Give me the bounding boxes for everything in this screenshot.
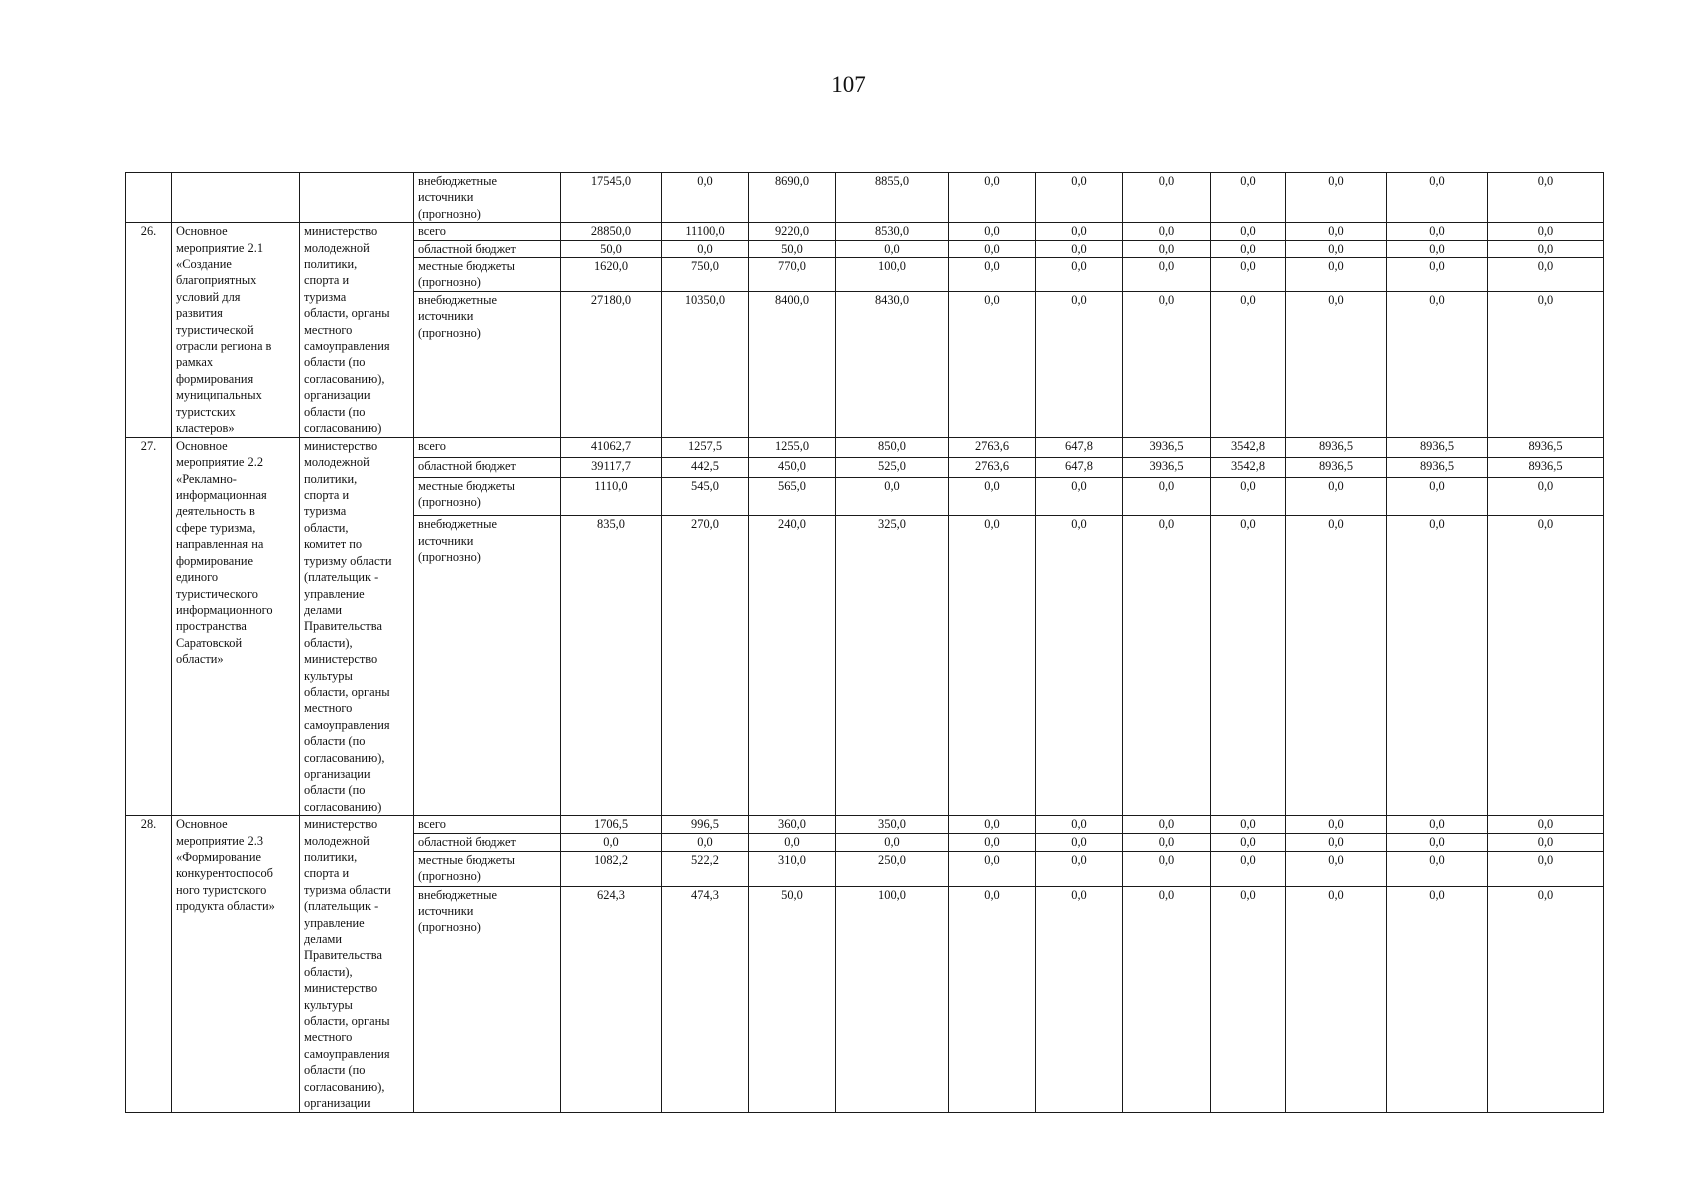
group3-row3-value-11: 0,0 [1488, 851, 1604, 886]
funding-source-cell: внебюджетные источники (прогнозно) [414, 291, 561, 437]
group1-row3-value-2: 750,0 [662, 258, 749, 292]
group2-row3-value-9: 0,0 [1286, 477, 1387, 516]
group3-row2-value-10: 0,0 [1387, 834, 1488, 852]
group2-row1-value-11: 8936,5 [1488, 437, 1604, 457]
group1-row1-value-3: 9220,0 [749, 223, 836, 240]
group1-row2-value-8: 0,0 [1211, 240, 1286, 257]
funding-source-cell: внебюджетные источники (прогнозно) [414, 173, 561, 223]
group3-row4-value-8: 0,0 [1211, 886, 1286, 1112]
group2-row4-value-10: 0,0 [1387, 516, 1488, 816]
group1-row4-value-6: 0,0 [1036, 291, 1123, 437]
funding-source-cell: местные бюджеты (прогнозно) [414, 851, 561, 886]
activity-description-cell: Основное мероприятие 2.2 «Рекламно- информационная деятельность в сфере туризма, направленная на формирование единого туристического информационного пространства Саратовской области» [172, 437, 300, 815]
funding-source-cell: местные бюджеты (прогнозно) [414, 477, 561, 516]
group3-row1-value-5: 0,0 [949, 816, 1036, 834]
group3-row1-value-2: 996,5 [662, 816, 749, 834]
group2-row1-value-7: 3936,5 [1123, 437, 1211, 457]
group3-row3-value-7: 0,0 [1123, 851, 1211, 886]
funding-source-cell: местные бюджеты (прогнозно) [414, 258, 561, 292]
group1-row4-value-8: 0,0 [1211, 291, 1286, 437]
page-number: 107 [831, 72, 866, 97]
group2-row4-value-1: 835,0 [561, 516, 662, 816]
executor-cell: министерство молодежной политики, спорта и туризма области (плательщик - управление делами Правительства области), министерство культуры области, органы местного самоуправления области (по согласованию), организации [300, 816, 414, 1112]
group1-row3-value-8: 0,0 [1211, 258, 1286, 292]
continuation-value-2: 0,0 [662, 173, 749, 223]
group1-row1-value-10: 0,0 [1387, 223, 1488, 240]
group3-row2-value-3: 0,0 [749, 834, 836, 852]
group1-row2-value-9: 0,0 [1286, 240, 1387, 257]
group2-row4-value-3: 240,0 [749, 516, 836, 816]
group1-row4-value-2: 10350,0 [662, 291, 749, 437]
funding-source-cell: всего [414, 816, 561, 834]
group2-row3-value-11: 0,0 [1488, 477, 1604, 516]
budget-table [125, 172, 1604, 1113]
executor-cell: министерство молодежной политики, спорта и туризма области, комитет по туризму области (плательщик - управление делами Правительства области), министерство культуры области, органы местного самоуправления области (по согласованию), организации области (по согласованию) [300, 437, 414, 815]
group1-row3-value-11: 0,0 [1488, 258, 1604, 292]
group2-row2-value-3: 450,0 [749, 457, 836, 477]
group1-row3-value-3: 770,0 [749, 258, 836, 292]
group2-row1-value-6: 647,8 [1036, 437, 1123, 457]
table-row [126, 816, 1604, 834]
group3-row4-value-1: 624,3 [561, 886, 662, 1112]
group3-row2-value-1: 0,0 [561, 834, 662, 852]
group1-row2-value-4: 0,0 [836, 240, 949, 257]
group2-row4-value-2: 270,0 [662, 516, 749, 816]
group1-row2-value-11: 0,0 [1488, 240, 1604, 257]
group2-row1-value-2: 1257,5 [662, 437, 749, 457]
group2-row2-value-2: 442,5 [662, 457, 749, 477]
group1-row3-value-6: 0,0 [1036, 258, 1123, 292]
group1-row1-value-9: 0,0 [1286, 223, 1387, 240]
continuation-value-3: 8690,0 [749, 173, 836, 223]
group2-row1-value-5: 2763,6 [949, 437, 1036, 457]
continuation-value-8: 0,0 [1211, 173, 1286, 223]
group1-row1-value-4: 8530,0 [836, 223, 949, 240]
group1-row2-value-3: 50,0 [749, 240, 836, 257]
group1-row1-value-8: 0,0 [1211, 223, 1286, 240]
group3-row4-value-9: 0,0 [1286, 886, 1387, 1112]
group2-row4-value-5: 0,0 [949, 516, 1036, 816]
group3-row4-value-4: 100,0 [836, 886, 949, 1112]
group1-row4-value-5: 0,0 [949, 291, 1036, 437]
group1-row2-value-6: 0,0 [1036, 240, 1123, 257]
group3-row4-value-3: 50,0 [749, 886, 836, 1112]
row-number-cell: 27. [126, 437, 172, 815]
continuation-value-4: 8855,0 [836, 173, 949, 223]
group3-row3-value-1: 1082,2 [561, 851, 662, 886]
group2-row1-value-8: 3542,8 [1211, 437, 1286, 457]
group3-row2-value-5: 0,0 [949, 834, 1036, 852]
group1-row1-value-11: 0,0 [1488, 223, 1604, 240]
group2-row4-value-8: 0,0 [1211, 516, 1286, 816]
group3-row1-value-11: 0,0 [1488, 816, 1604, 834]
funding-source-cell: областной бюджет [414, 457, 561, 477]
group2-row3-value-10: 0,0 [1387, 477, 1488, 516]
group3-row1-value-6: 0,0 [1036, 816, 1123, 834]
group2-row4-value-7: 0,0 [1123, 516, 1211, 816]
group1-row2-value-7: 0,0 [1123, 240, 1211, 257]
row-number-cell: 26. [126, 223, 172, 438]
group1-row1-value-5: 0,0 [949, 223, 1036, 240]
continuation-value-1: 17545,0 [561, 173, 662, 223]
continuation-value-11: 0,0 [1488, 173, 1604, 223]
group2-row2-value-7: 3936,5 [1123, 457, 1211, 477]
group3-row2-value-2: 0,0 [662, 834, 749, 852]
row-number-cell [126, 173, 172, 223]
group2-row4-value-9: 0,0 [1286, 516, 1387, 816]
description-cell [172, 173, 300, 223]
group2-row3-value-5: 0,0 [949, 477, 1036, 516]
group2-row2-value-6: 647,8 [1036, 457, 1123, 477]
group3-row3-value-5: 0,0 [949, 851, 1036, 886]
group2-row3-value-4: 0,0 [836, 477, 949, 516]
group2-row2-value-4: 525,0 [836, 457, 949, 477]
group3-row4-value-10: 0,0 [1387, 886, 1488, 1112]
group3-row3-value-9: 0,0 [1286, 851, 1387, 886]
group2-row4-value-6: 0,0 [1036, 516, 1123, 816]
group2-row4-value-11: 0,0 [1488, 516, 1604, 816]
group3-row4-value-7: 0,0 [1123, 886, 1211, 1112]
group2-row3-value-8: 0,0 [1211, 477, 1286, 516]
group3-row2-value-8: 0,0 [1211, 834, 1286, 852]
group3-row1-value-9: 0,0 [1286, 816, 1387, 834]
group1-row4-value-7: 0,0 [1123, 291, 1211, 437]
group1-row2-value-10: 0,0 [1387, 240, 1488, 257]
group3-row3-value-2: 522,2 [662, 851, 749, 886]
group3-row1-value-4: 350,0 [836, 816, 949, 834]
funding-source-cell: всего [414, 437, 561, 457]
group1-row2-value-1: 50,0 [561, 240, 662, 257]
group3-row1-value-7: 0,0 [1123, 816, 1211, 834]
group2-row1-value-1: 41062,7 [561, 437, 662, 457]
activity-description-cell: Основное мероприятие 2.3 «Формирование конкурентоспособ ного туристского продукта области» [172, 816, 300, 1112]
group1-row1-value-6: 0,0 [1036, 223, 1123, 240]
group1-row1-value-1: 28850,0 [561, 223, 662, 240]
group2-row3-value-2: 545,0 [662, 477, 749, 516]
group3-row4-value-6: 0,0 [1036, 886, 1123, 1112]
group1-row4-value-4: 8430,0 [836, 291, 949, 437]
group3-row4-value-5: 0,0 [949, 886, 1036, 1112]
group3-row3-value-6: 0,0 [1036, 851, 1123, 886]
group1-row1-value-2: 11100,0 [662, 223, 749, 240]
group2-row2-value-10: 8936,5 [1387, 457, 1488, 477]
funding-source-cell: областной бюджет [414, 834, 561, 852]
group2-row3-value-3: 565,0 [749, 477, 836, 516]
group3-row2-value-4: 0,0 [836, 834, 949, 852]
group1-row3-value-7: 0,0 [1123, 258, 1211, 292]
continuation-value-9: 0,0 [1286, 173, 1387, 223]
group1-row3-value-10: 0,0 [1387, 258, 1488, 292]
group1-row3-value-1: 1620,0 [561, 258, 662, 292]
group2-row3-value-6: 0,0 [1036, 477, 1123, 516]
group3-row1-value-1: 1706,5 [561, 816, 662, 834]
group2-row3-value-1: 1110,0 [561, 477, 662, 516]
table-row-continuation [126, 173, 1604, 223]
group2-row2-value-8: 3542,8 [1211, 457, 1286, 477]
continuation-value-10: 0,0 [1387, 173, 1488, 223]
group2-row2-value-1: 39117,7 [561, 457, 662, 477]
executor-cell: министерство молодежной политики, спорта и туризма области, органы местного самоуправления области (по согласованию), организации области (по согласованию) [300, 223, 414, 438]
group2-row1-value-10: 8936,5 [1387, 437, 1488, 457]
group3-row1-value-8: 0,0 [1211, 816, 1286, 834]
group1-row4-value-1: 27180,0 [561, 291, 662, 437]
funding-source-cell: внебюджетные источники (прогнозно) [414, 516, 561, 816]
continuation-value-5: 0,0 [949, 173, 1036, 223]
funding-source-cell: всего [414, 223, 561, 240]
group1-row4-value-11: 0,0 [1488, 291, 1604, 437]
group3-row3-value-8: 0,0 [1211, 851, 1286, 886]
group1-row3-value-5: 0,0 [949, 258, 1036, 292]
table-row [126, 223, 1604, 240]
funding-source-cell: внебюджетные источники (прогнозно) [414, 886, 561, 1112]
continuation-value-7: 0,0 [1123, 173, 1211, 223]
funding-source-cell: областной бюджет [414, 240, 561, 257]
group2-row2-value-11: 8936,5 [1488, 457, 1604, 477]
group3-row2-value-9: 0,0 [1286, 834, 1387, 852]
group1-row4-value-9: 0,0 [1286, 291, 1387, 437]
continuation-value-6: 0,0 [1036, 173, 1123, 223]
group3-row4-value-2: 474,3 [662, 886, 749, 1112]
executor-cell [300, 173, 414, 223]
group2-row2-value-5: 2763,6 [949, 457, 1036, 477]
group1-row1-value-7: 0,0 [1123, 223, 1211, 240]
group2-row1-value-3: 1255,0 [749, 437, 836, 457]
group1-row3-value-9: 0,0 [1286, 258, 1387, 292]
group3-row3-value-10: 0,0 [1387, 851, 1488, 886]
group2-row1-value-9: 8936,5 [1286, 437, 1387, 457]
group1-row3-value-4: 100,0 [836, 258, 949, 292]
group1-row4-value-3: 8400,0 [749, 291, 836, 437]
group1-row2-value-2: 0,0 [662, 240, 749, 257]
group3-row3-value-3: 310,0 [749, 851, 836, 886]
group1-row4-value-10: 0,0 [1387, 291, 1488, 437]
row-number-cell: 28. [126, 816, 172, 1112]
group3-row2-value-11: 0,0 [1488, 834, 1604, 852]
group3-row1-value-3: 360,0 [749, 816, 836, 834]
group1-row2-value-5: 0,0 [949, 240, 1036, 257]
activity-description-cell: Основное мероприятие 2.1 «Создание благоприятных условий для развития туристической отрасли региона в рамках формирования муниципальных туристских кластеров» [172, 223, 300, 438]
group2-row3-value-7: 0,0 [1123, 477, 1211, 516]
group2-row1-value-4: 850,0 [836, 437, 949, 457]
group3-row3-value-4: 250,0 [836, 851, 949, 886]
group3-row1-value-10: 0,0 [1387, 816, 1488, 834]
group3-row4-value-11: 0,0 [1488, 886, 1604, 1112]
group3-row2-value-7: 0,0 [1123, 834, 1211, 852]
table-row [126, 437, 1604, 457]
group3-row2-value-6: 0,0 [1036, 834, 1123, 852]
group2-row4-value-4: 325,0 [836, 516, 949, 816]
group2-row2-value-9: 8936,5 [1286, 457, 1387, 477]
